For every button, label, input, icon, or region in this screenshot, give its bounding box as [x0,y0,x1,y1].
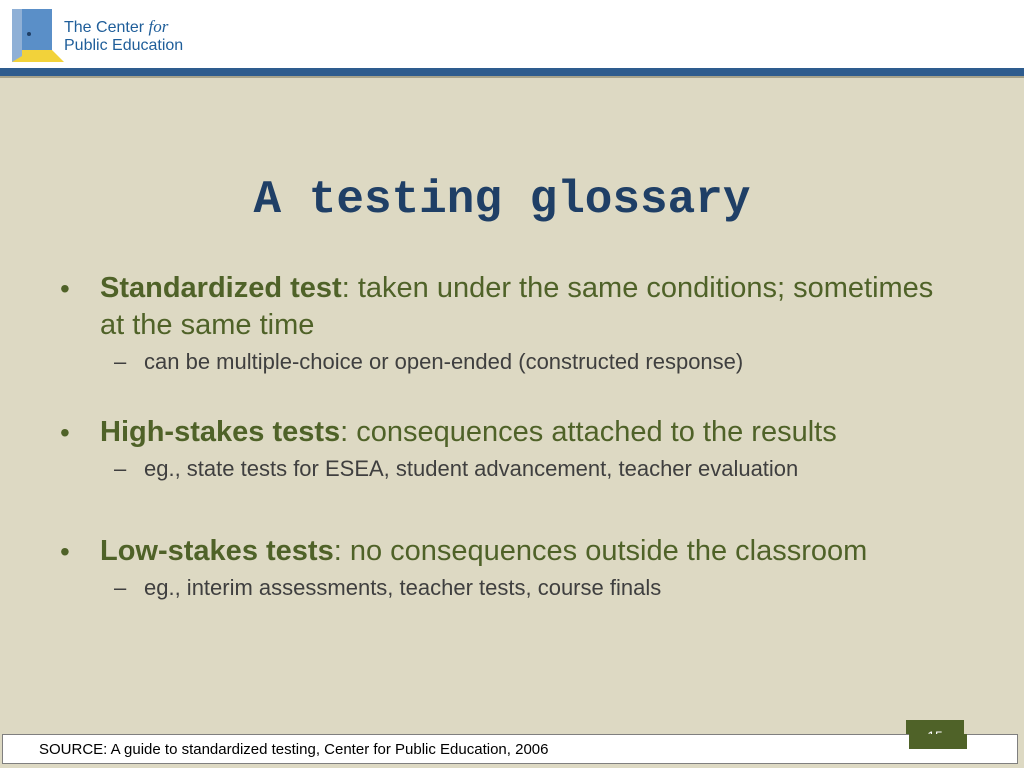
dash: – [114,575,127,600]
header-rule [0,68,1024,76]
entry-definition: : taken under the same conditions; sometimes at the same time [100,272,934,341]
entry-main-line [100,270,956,344]
logo-wordmark [64,18,183,55]
bullet: • [60,417,70,448]
entry-detail-text: eg., interim assessments, teacher tests, course finals [144,575,662,600]
logo-line2: Public Education [64,37,184,54]
entry-detail [100,348,956,376]
dash: – [114,349,127,374]
entry-detail [100,574,956,602]
page-number-tab [909,734,967,749]
bullet: • [60,273,70,304]
glossary-entry-high-stakes [56,414,956,483]
slide-title: A testing glossary [253,174,751,226]
logo-for: for [148,17,169,36]
entry-definition: : no consequences outside the classroom [333,535,868,567]
source-citation: SOURCE: A guide to standardized testing, Center for Public Education, 2006 [39,741,549,758]
logo-line1: The Center [64,19,145,36]
entry-term: High-stakes tests [100,416,341,448]
entry-main-line [100,533,956,570]
glossary-entry-low-stakes [56,533,956,602]
entry-term: Low-stakes tests [100,535,334,567]
glossary-list [56,270,956,602]
entry-detail [100,455,956,483]
header-subrule [0,76,1024,78]
entry-definition: : consequences attached to the results [340,416,837,448]
entry-detail-text: can be multiple-choice or open-ended (constructed response) [144,349,744,374]
organization-logo [8,6,198,62]
dash: – [114,456,127,481]
door-logo-icon [8,6,64,62]
header [0,0,1024,68]
glossary-entry-standardized [56,270,956,376]
entry-main-line [100,414,956,451]
entry-detail-text: eg., state tests for ESEA, student advancement, teacher evaluation [144,456,799,481]
entry-term: Standardized test [100,272,342,304]
source-footer [2,734,1018,764]
bullet: • [60,536,70,567]
